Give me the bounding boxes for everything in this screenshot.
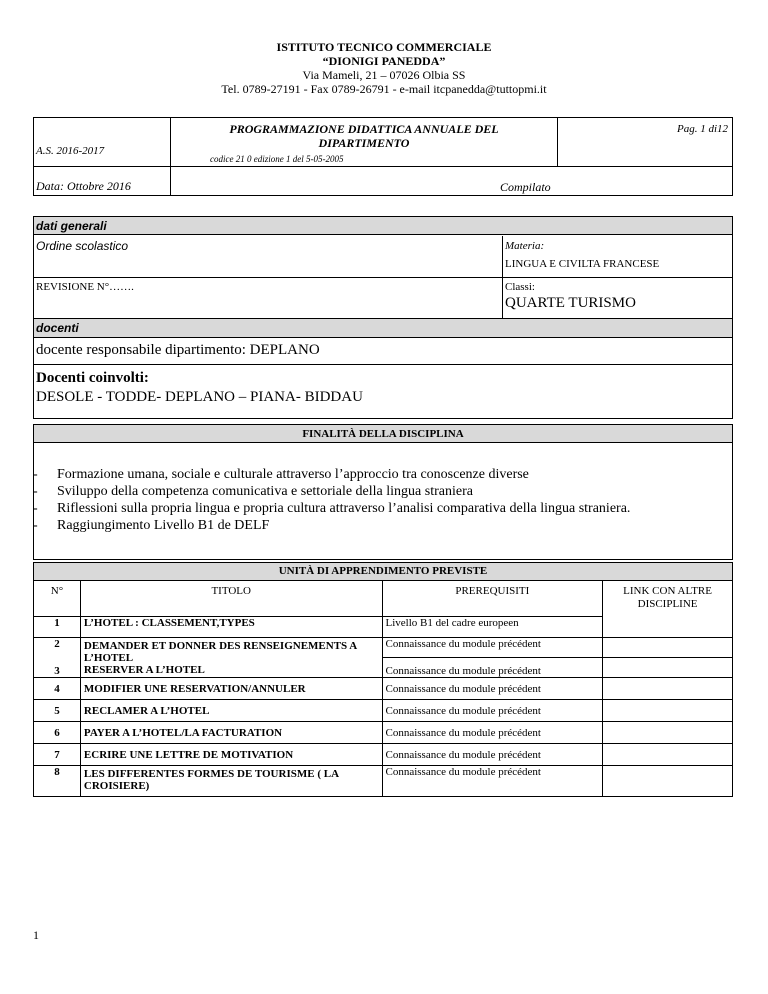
unit-prereq: Connaissance du module précédent bbox=[382, 638, 603, 658]
table-row bbox=[34, 678, 733, 700]
table-row bbox=[34, 617, 733, 638]
table-row bbox=[34, 700, 733, 722]
unit-title: PAYER A L’HOTEL/LA FACTURATION bbox=[80, 722, 382, 744]
teachers-divider bbox=[33, 364, 733, 365]
unit-number: 8 bbox=[34, 766, 81, 797]
revision-label: REVISIONE N°……. bbox=[36, 281, 134, 293]
unit-title: ECRIRE UNE LETTRE DE MOTIVATION bbox=[80, 744, 382, 766]
aim-item: - Formazione umana, sociale e culturale attraverso l’approccio tra conoscenze diverse bbox=[33, 467, 529, 482]
unit-title: RECLAMER A L’HOTEL bbox=[80, 700, 382, 722]
subject-label: Materia: bbox=[505, 240, 545, 252]
unit-title: MODIFIER UNE RESERVATION/ANNULER bbox=[80, 678, 382, 700]
involved-teachers-label: Docenti coinvolti: bbox=[36, 370, 149, 386]
unit-links bbox=[603, 766, 733, 797]
table-row bbox=[34, 744, 733, 766]
unit-prereq: Connaissance du module précédent bbox=[382, 658, 603, 678]
unit-number: 5 bbox=[34, 700, 81, 722]
col-links-header: LINK CON ALTRE DISCIPLINE bbox=[603, 581, 733, 617]
document-date: Data: Ottobre 2016 bbox=[36, 179, 131, 193]
aim-item: - Riflessioni sulla propria lingua e propria cultura attraverso l’analisi comparativa della lingua straniera. bbox=[33, 501, 631, 516]
page-indicator: Pag. 1 di12 bbox=[676, 123, 728, 135]
unit-prereq: Connaissance du module précédent bbox=[382, 744, 603, 766]
document-code: codice 21 0 edizione 1 del 5-05-2005 bbox=[210, 154, 344, 164]
table-row bbox=[34, 722, 733, 744]
unit-links bbox=[603, 678, 733, 700]
form-divider-h bbox=[33, 166, 733, 167]
unit-prereq: Connaissance du module précédent bbox=[382, 722, 603, 744]
unit-number: 4 bbox=[34, 678, 81, 700]
general-data-heading: dati generali bbox=[34, 217, 732, 235]
col-prereq-header: PREREQUISITI bbox=[382, 581, 603, 617]
classes-label: Classi: bbox=[505, 281, 535, 293]
table-row bbox=[34, 638, 733, 658]
col-number-header: N° bbox=[34, 581, 81, 617]
unit-links bbox=[603, 744, 733, 766]
learning-units-heading: UNITÀ DI APPRENDIMENTO PREVISTE bbox=[34, 563, 733, 581]
school-address: Via Mameli, 21 – 07026 Olbia SS bbox=[302, 68, 466, 82]
unit-links bbox=[603, 700, 733, 722]
unit-number: 6 bbox=[34, 722, 81, 744]
unit-prereq: Connaissance du module précédent bbox=[382, 678, 603, 700]
aim-item: - Raggiungimento Livello B1 de DELF bbox=[33, 518, 270, 533]
document-title bbox=[171, 122, 557, 150]
unit-links bbox=[603, 638, 733, 658]
unit-links bbox=[603, 658, 733, 678]
col-title-header: TITOLO bbox=[80, 581, 382, 617]
unit-prereq: Connaissance du module précédent bbox=[382, 766, 603, 797]
teachers-heading: docenti bbox=[34, 319, 732, 337]
unit-links bbox=[603, 617, 733, 638]
school-contacts: Tel. 0789-27191 - Fax 0789-26791 - e-mail itcpanedda@tuttopmi.it bbox=[221, 82, 547, 96]
unit-title-2: DEMANDER ET DONNER DES RENSEIGNEMENTS A L’HOTEL bbox=[83, 640, 357, 664]
document-title-line2: DIPARTIMENTO bbox=[318, 136, 410, 150]
table-row bbox=[34, 766, 733, 797]
general-data-divider-h1 bbox=[33, 277, 733, 278]
subject-value: LINGUA E CIVILTA FRANCESE bbox=[505, 258, 660, 270]
school-year: A.S. 2016-2017 bbox=[36, 145, 105, 157]
unit-title: LES DIFFERENTES FORMES DE TOURISME ( LA CROISIERE) bbox=[80, 766, 382, 797]
form-divider-2 bbox=[557, 117, 558, 166]
unit-title-3: RESERVER A L’HOTEL bbox=[83, 664, 205, 676]
school-name: “DIONIGI PANEDDA” bbox=[322, 54, 446, 68]
involved-teachers-value: DESOLE - TODDE- DEPLANO – PIANA- BIDDAU bbox=[36, 389, 363, 405]
unit-prereq: Livello B1 del cadre europeen bbox=[382, 617, 603, 638]
classes-value: QUARTE TURISMO bbox=[505, 295, 636, 311]
unit-number: 2 bbox=[34, 638, 81, 658]
page-number: 1 bbox=[33, 928, 39, 942]
aims-heading: FINALITÀ DELLA DISCIPLINA bbox=[34, 425, 732, 443]
compiled-label: Compilato bbox=[500, 180, 551, 194]
learning-units-table bbox=[33, 562, 733, 797]
unit-title bbox=[80, 638, 382, 678]
document-title-line1: PROGRAMMAZIONE DIDATTICA ANNUALE DEL bbox=[229, 122, 499, 136]
unit-number: 3 bbox=[34, 658, 81, 678]
head-teacher: docente responsabile dipartimento: DEPLANO bbox=[36, 342, 320, 358]
aim-item: - Sviluppo della competenza comunicativa e settoriale della lingua straniera bbox=[33, 484, 473, 499]
unit-prereq: Connaissance du module précédent bbox=[382, 700, 603, 722]
unit-number: 1 bbox=[34, 617, 81, 638]
school-order-label: Ordine scolastico bbox=[36, 239, 129, 253]
school-type: ISTITUTO TECNICO COMMERCIALE bbox=[276, 40, 492, 54]
unit-title: L’HOTEL : CLASSEMENT,TYPES bbox=[80, 617, 382, 638]
school-header bbox=[0, 40, 768, 96]
unit-number: 7 bbox=[34, 744, 81, 766]
unit-links bbox=[603, 722, 733, 744]
aims-list bbox=[33, 466, 733, 534]
